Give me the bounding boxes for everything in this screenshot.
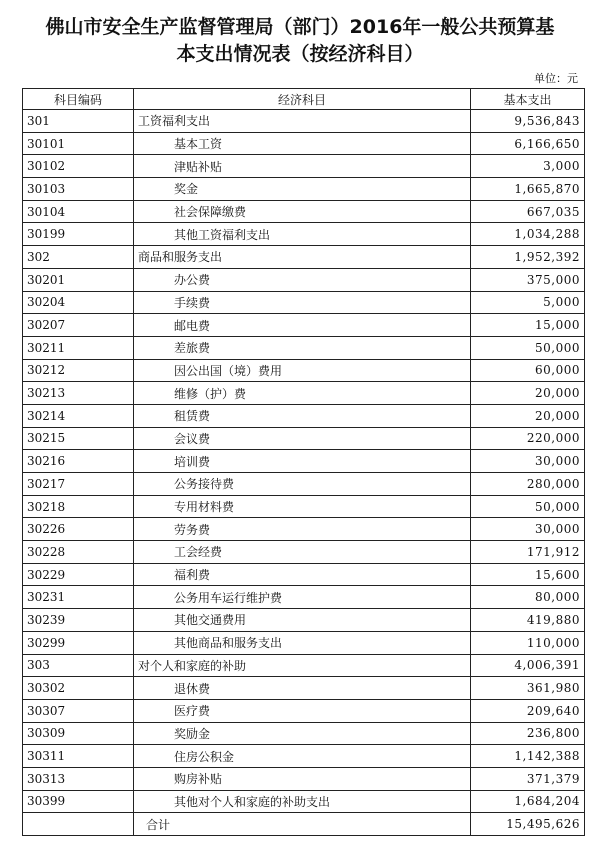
row-name: 其他交通费用 (134, 609, 471, 632)
row-code: 30218 (23, 495, 134, 518)
table-row (23, 745, 585, 768)
row-code: 30207 (23, 314, 134, 337)
table-row (23, 246, 585, 269)
row-name: 租赁费 (134, 404, 471, 427)
row-amount: 1,684,204 (471, 790, 585, 813)
row-amount: 236,800 (471, 722, 585, 745)
table-row (23, 790, 585, 813)
table-row (23, 336, 585, 359)
header-code: 科目编码 (23, 89, 134, 110)
row-code: 30217 (23, 473, 134, 496)
row-code: 30204 (23, 291, 134, 314)
row-code: 30239 (23, 609, 134, 632)
row-amount: 419,880 (471, 609, 585, 632)
header-name: 经济科目 (134, 89, 471, 110)
row-name: 办公费 (134, 268, 471, 291)
row-code: 30216 (23, 450, 134, 473)
table-row (23, 427, 585, 450)
row-name: 奖励金 (134, 722, 471, 745)
row-amount: 375,000 (471, 268, 585, 291)
table-row (23, 699, 585, 722)
table-row (23, 677, 585, 700)
row-amount: 361,980 (471, 677, 585, 700)
row-code: 30102 (23, 155, 134, 178)
row-code: 30104 (23, 200, 134, 223)
row-name: 对个人和家庭的补助 (134, 654, 471, 677)
row-name: 公务用车运行维护费 (134, 586, 471, 609)
row-code: 30201 (23, 268, 134, 291)
page-title: 佛山市安全生产监督管理局（部门）2016年一般公共预算基 (45, 16, 555, 38)
table-row (23, 200, 585, 223)
row-amount: 171,912 (471, 541, 585, 564)
row-amount: 209,640 (471, 699, 585, 722)
row-name: 商品和服务支出 (134, 246, 471, 269)
table-row (23, 178, 585, 201)
table-row (23, 563, 585, 586)
table-row (23, 404, 585, 427)
row-amount: 5,000 (471, 291, 585, 314)
row-code: 301 (23, 110, 134, 133)
budget-table (22, 88, 585, 836)
row-code: 302 (23, 246, 134, 269)
row-code: 30101 (23, 132, 134, 155)
row-code: 30211 (23, 336, 134, 359)
row-name: 基本工资 (134, 132, 471, 155)
table-row (23, 314, 585, 337)
row-name: 其他对个人和家庭的补助支出 (134, 790, 471, 813)
row-name: 住房公积金 (134, 745, 471, 768)
row-amount: 60,000 (471, 359, 585, 382)
row-name: 差旅费 (134, 336, 471, 359)
row-code: 30311 (23, 745, 134, 768)
row-name: 会议费 (134, 427, 471, 450)
row-name: 手续费 (134, 291, 471, 314)
table-row (23, 722, 585, 745)
row-amount: 50,000 (471, 336, 585, 359)
row-code: 30103 (23, 178, 134, 201)
row-amount: 371,379 (471, 767, 585, 790)
row-name: 合计 (134, 813, 471, 836)
row-name: 劳务费 (134, 518, 471, 541)
row-code: 30229 (23, 563, 134, 586)
table-row (23, 495, 585, 518)
row-code: 30199 (23, 223, 134, 246)
table-body (23, 110, 585, 836)
row-code: 30231 (23, 586, 134, 609)
page-subtitle: 本支出情况表（按经济科目） (176, 43, 424, 65)
row-name: 维修（护）费 (134, 382, 471, 405)
row-name: 福利费 (134, 563, 471, 586)
table-row (23, 518, 585, 541)
row-name: 退休费 (134, 677, 471, 700)
row-amount: 80,000 (471, 586, 585, 609)
table-row (23, 291, 585, 314)
table-row (23, 382, 585, 405)
table-row (23, 631, 585, 654)
row-code (23, 813, 134, 836)
header-amount: 基本支出 (471, 89, 585, 110)
row-name: 工会经费 (134, 541, 471, 564)
row-code: 30226 (23, 518, 134, 541)
table-row (23, 586, 585, 609)
table-row (23, 450, 585, 473)
row-name: 培训费 (134, 450, 471, 473)
table-row (23, 654, 585, 677)
row-name: 专用材料费 (134, 495, 471, 518)
row-amount: 15,000 (471, 314, 585, 337)
row-amount: 30,000 (471, 518, 585, 541)
row-name: 购房补贴 (134, 767, 471, 790)
row-name: 工资福利支出 (134, 110, 471, 133)
row-name: 因公出国（境）费用 (134, 359, 471, 382)
row-code: 30212 (23, 359, 134, 382)
row-name: 其他工资福利支出 (134, 223, 471, 246)
row-code: 303 (23, 654, 134, 677)
row-code: 30309 (23, 722, 134, 745)
unit-label: 单位：元 (534, 72, 578, 85)
row-amount: 6,166,650 (471, 132, 585, 155)
table-row (23, 268, 585, 291)
row-amount: 3,000 (471, 155, 585, 178)
table-row (23, 223, 585, 246)
row-amount: 1,665,870 (471, 178, 585, 201)
row-name: 医疗费 (134, 699, 471, 722)
table-row (23, 132, 585, 155)
row-amount: 1,952,392 (471, 246, 585, 269)
row-amount: 50,000 (471, 495, 585, 518)
total-row (23, 813, 585, 836)
table-row (23, 541, 585, 564)
row-name: 其他商品和服务支出 (134, 631, 471, 654)
row-amount: 15,495,626 (471, 813, 585, 836)
row-name: 公务接待费 (134, 473, 471, 496)
row-amount: 30,000 (471, 450, 585, 473)
row-code: 30302 (23, 677, 134, 700)
row-amount: 9,536,843 (471, 110, 585, 133)
table-row (23, 155, 585, 178)
row-amount: 667,035 (471, 200, 585, 223)
row-name: 津贴补贴 (134, 155, 471, 178)
row-amount: 15,600 (471, 563, 585, 586)
table-row (23, 110, 585, 133)
row-code: 30213 (23, 382, 134, 405)
table-row (23, 473, 585, 496)
table-row (23, 609, 585, 632)
row-amount: 1,142,388 (471, 745, 585, 768)
row-amount: 20,000 (471, 404, 585, 427)
row-amount: 280,000 (471, 473, 585, 496)
row-code: 30228 (23, 541, 134, 564)
row-amount: 4,006,391 (471, 654, 585, 677)
row-amount: 1,034,288 (471, 223, 585, 246)
row-amount: 110,000 (471, 631, 585, 654)
row-name: 奖金 (134, 178, 471, 201)
row-amount: 220,000 (471, 427, 585, 450)
row-code: 30313 (23, 767, 134, 790)
row-code: 30299 (23, 631, 134, 654)
row-code: 30399 (23, 790, 134, 813)
row-name: 社会保障缴费 (134, 200, 471, 223)
table-row (23, 359, 585, 382)
row-code: 30214 (23, 404, 134, 427)
row-name: 邮电费 (134, 314, 471, 337)
table-row (23, 767, 585, 790)
row-code: 30215 (23, 427, 134, 450)
row-amount: 20,000 (471, 382, 585, 405)
row-code: 30307 (23, 699, 134, 722)
table-header-row (23, 89, 585, 110)
